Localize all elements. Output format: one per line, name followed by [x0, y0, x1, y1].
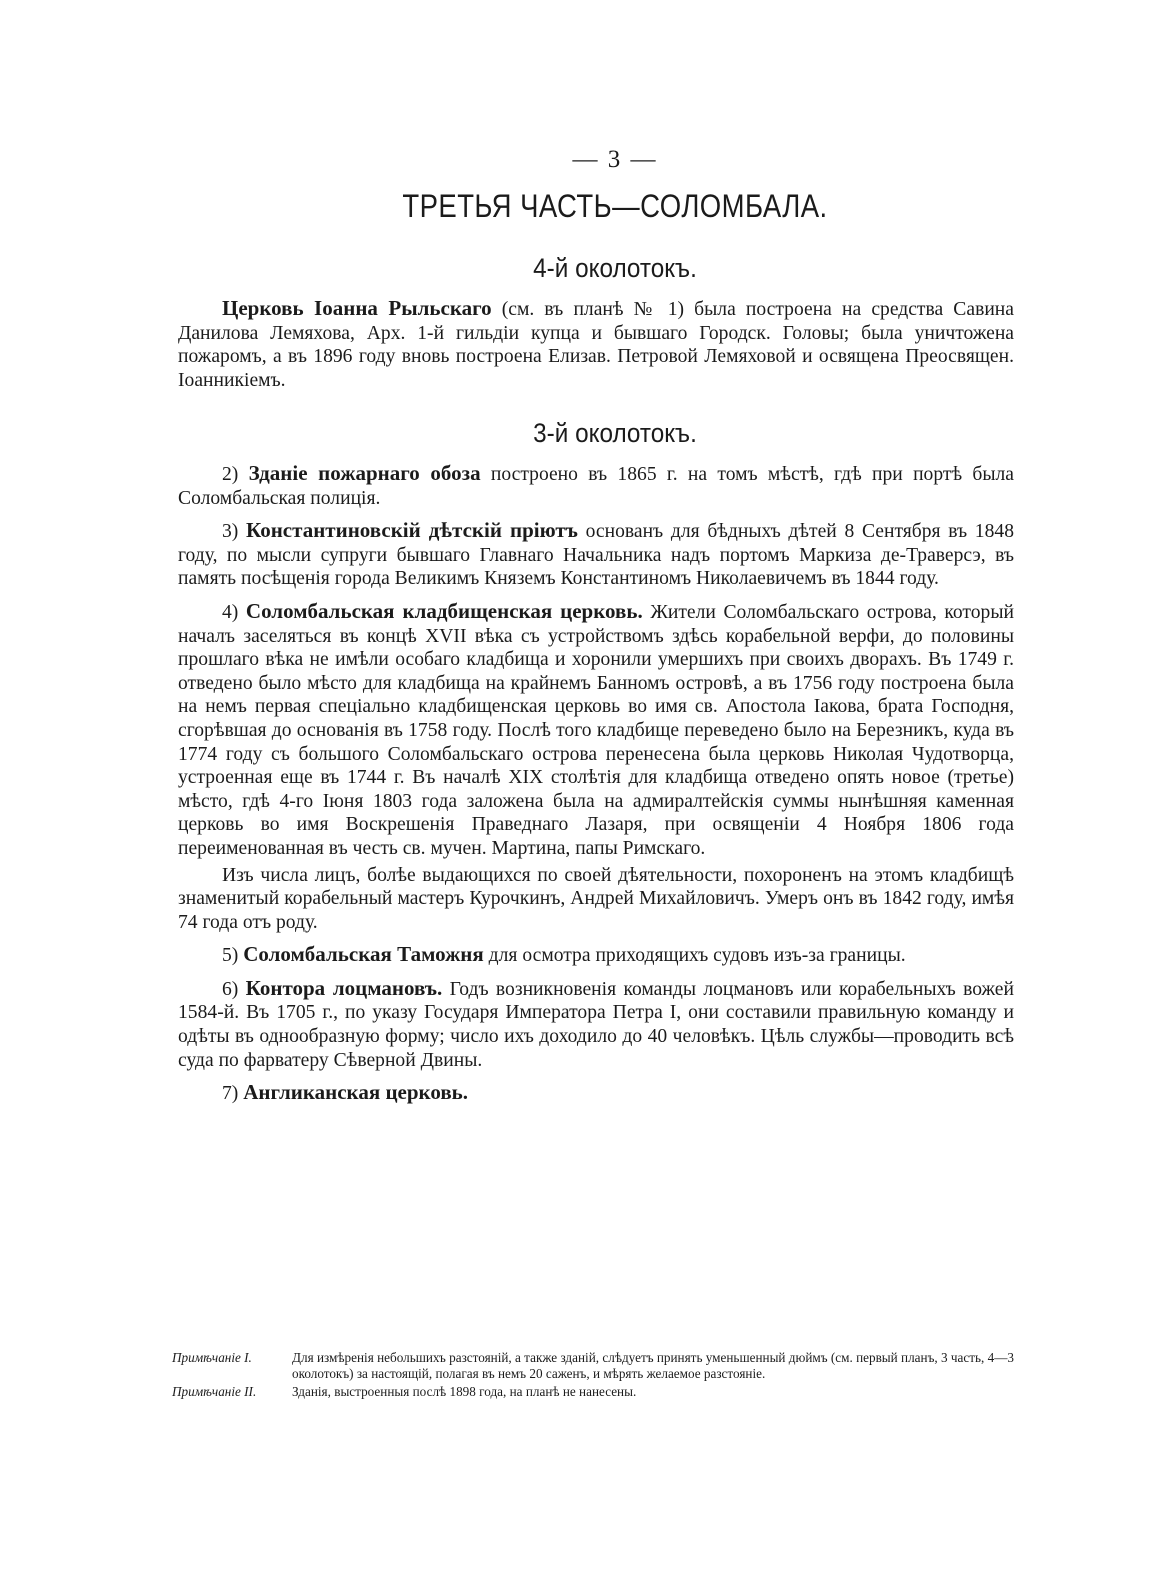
footnote-1: [172, 1350, 1014, 1381]
section-4-body: [178, 297, 1014, 401]
entry-heading: Соломбальская Таможня: [243, 942, 484, 967]
entry-heading: Соломбальская кладбищенская церковь.: [245, 598, 643, 623]
entry-church-ioann: [178, 297, 1014, 392]
entry-number: 6): [222, 978, 246, 1000]
part-title: ТРЕТЬЯ ЧАСТЬ—СОЛОМБАЛА.: [402, 188, 828, 224]
entry-text: основанъ для бѣдныхъ дѣтей 8 Сентября въ 1848 году, по мысли супруги бывшаго Главнаго Начальника надъ портомъ Маркиза де-Траверсэ, въ память посѣщенія города Великимъ Княземъ Константиномъ Николаевичемъ въ 1844 году.: [178, 521, 1014, 590]
entry-cemetery-continuation: Изъ числа лицъ, болѣе выдающихся по своей дѣятельности, похороненъ на этомъ кладбищѣ знаменитый корабельный мастеръ Курочкинъ, Андрей Михайловичъ. Умеръ онъ въ 1842 году, имѣя 74 года отъ роду.: [178, 864, 1014, 933]
entry-heading: Константиновскій дѣтскій пріютъ: [246, 518, 578, 543]
footnote-text: Зданія, выстроенныя послѣ 1898 года, на планѣ не нанесены.: [292, 1384, 637, 1399]
entry-pilots-office: [178, 977, 1014, 1072]
entry-text: (см. въ планѣ № 1) была построена на средства Савина Данилова Лемяхова, Арх. 1-й гильдіи купца и бывшаго Городск. Головы; была уничтожена пожаромъ, а въ 1896 году вновь построена Елизав. Петровой Лемяховой и освящена Преосвящен. Іоанникіемъ.: [178, 299, 1014, 391]
entry-orphanage: [178, 519, 1014, 591]
entry-heading: Зданіе пожарнаго обоза: [248, 461, 481, 485]
footnote-2: [172, 1384, 1014, 1400]
entry-text: построено въ 1865 г. на томъ мѣстѣ, гдѣ при портѣ была Соломбальская полиція.: [178, 464, 1014, 509]
footnote-text: Для измѣренія небольшихъ разстояній, а также зданій, слѣдуетъ принять уменьшенный дюймъ (см. первый планъ, 3 часть, 4—3 околотокъ) за настоящій, полагая въ немъ 20 саженъ, и мѣрять желаемое разстояніе.: [292, 1350, 1014, 1381]
entry-heading: Контора лоцмановъ.: [245, 975, 443, 1000]
footnote-label: Примѣчаніе I.: [172, 1350, 252, 1365]
entry-number: 3): [222, 521, 247, 543]
entry-fire-station: [178, 462, 1014, 510]
page-number: — 3 —: [572, 146, 658, 173]
entry-cemetery-church: [178, 600, 1014, 861]
entry-customs: [178, 943, 1014, 968]
entry-text: Жители Соломбальскаго острова, который началъ заселяться въ концѣ XVII вѣка съ устройствомъ здѣсь корабельной верфи, до половины прошлаго вѣка не имѣли особаго кладбища и хоронили умершихъ при своихъ дворахъ. Въ 1749 г. отведено было мѣсто для кладбища на крайнемъ Банномъ островѣ, а въ 1756 году построена была на немъ первая спеціально кладбищенская церковь во имя св. Апостола Іакова, брата Господня, сгорѣвшая до основанія въ 1758 году. Послѣ того кладбище переведено было на Березникъ, куда въ 1774 году съ большого Соломбальскаго острова перенесена была церковь Николая Чудотворца, устроенная еще въ 1744 г. Въ началѣ XIX столѣтія для кладбища отведено опять новое (третье) мѣсто, гдѣ 4-го Іюня 1803 года заложена была на адмиралтейскія суммы нынѣшняя каменная церковь во имя Воскрешенія Праведнаго Лазаря, при освященіи 4 Ноября 1806 года переименованная въ честь св. мучен. Мартина, папы Римскаго.: [178, 601, 1014, 859]
entry-text: для осмотра приходящихъ судовъ изъ-за границы.: [483, 945, 906, 967]
footnote-label: Примѣчаніе II.: [172, 1384, 257, 1399]
entry-heading: Церковь Іоанна Рыльскаго: [222, 296, 492, 320]
entry-heading: Англиканская церковь.: [243, 1080, 469, 1105]
section-title-4: 4-й околотокъ.: [533, 253, 697, 283]
entry-number: 2): [222, 464, 249, 485]
section-title-3: 3-й околотокъ.: [533, 418, 697, 448]
entry-number: 4): [222, 601, 246, 623]
entry-number: 5): [222, 945, 244, 967]
entry-text: Годъ возникновенія команды лоцмановъ или корабельныхъ вожей 1584-й. Въ 1705 г., по указу Государя Императора Петра I, они составили правильную команду и одѣты въ однообразную форму; число ихъ доходило до 40 человѣкъ. Цѣль службы—проводить всѣ суда по фарватеру Сѣверной Двины.: [178, 978, 1014, 1071]
footnotes: [172, 1350, 1014, 1403]
entry-anglican-church: [178, 1081, 1014, 1106]
section-3-body: [178, 462, 1014, 1115]
entry-number: 7): [222, 1083, 244, 1105]
